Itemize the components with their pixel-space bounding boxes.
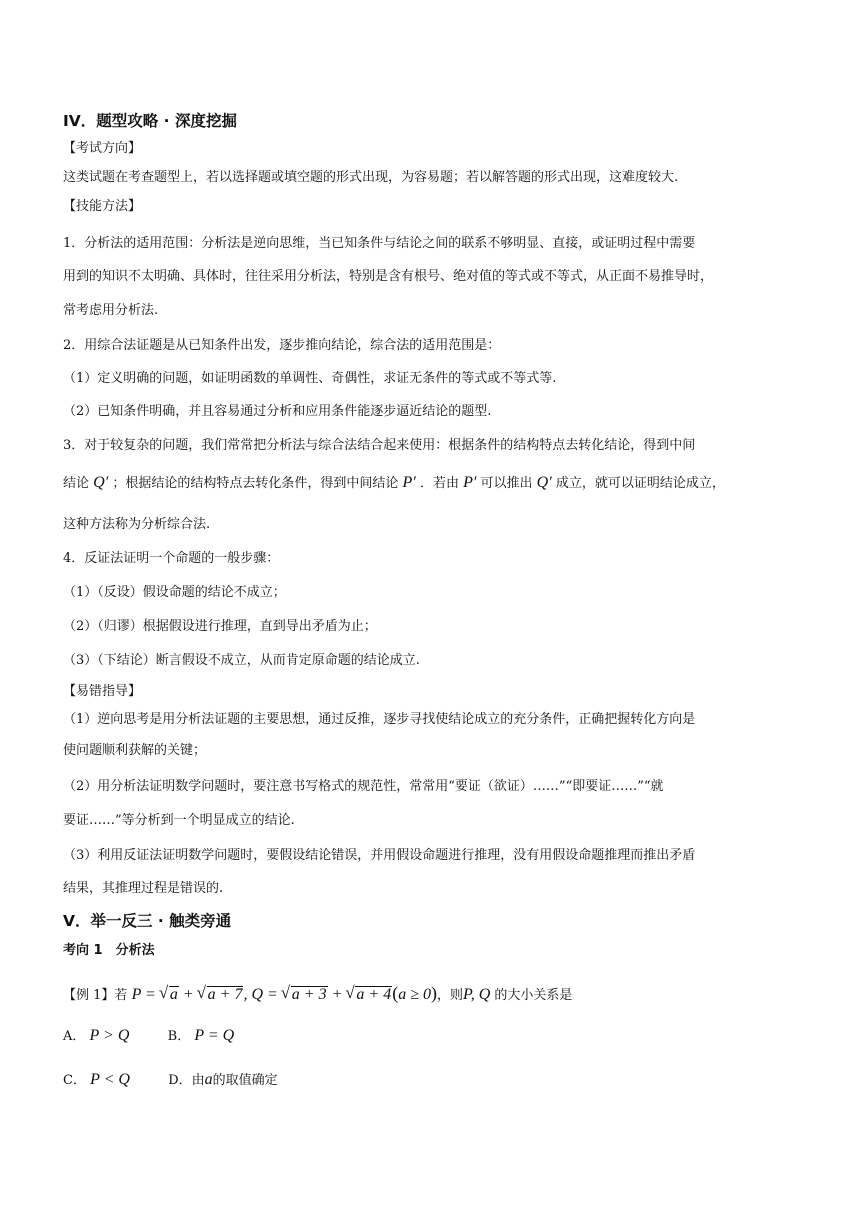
pitfall-2-line-2: 要证……”等分析到一个明显成立的结论. xyxy=(63,813,295,828)
p-prime-symbol: P′ xyxy=(402,474,416,491)
skill-2-item-2: （2）已知条件明确，并且容易通过分析和应用条件能逐步逼近结论的题型. xyxy=(63,404,492,419)
formula-left-paren: ( xyxy=(392,983,399,1003)
q-prime-symbol-2: Q′ xyxy=(536,474,552,491)
skill-4-step-3: （3）（下结论）断言假设不成立，从而肯定原命题的结论成立. xyxy=(63,653,420,668)
skill-1-line-1: 1．分析法的适用范围：分析法是逆向思维，当已知条件与结论之间的联系不够明显、直接，或证明过程中需要 xyxy=(63,236,696,251)
pitfall-2-line-1: （2）用分析法证明数学问题时，要注意书写格式的规范性，常常用“要证（欲证）……”“即要证……”“就 xyxy=(63,779,664,794)
formula-condition: a ≥ 0 xyxy=(398,986,431,1003)
sqrt-a-plus-3 xyxy=(282,986,328,1004)
formula-plus-1: + xyxy=(178,986,198,1003)
options-row-1 xyxy=(63,1027,234,1046)
skills-label: 【技能方法】 xyxy=(63,199,142,214)
sqrt-a xyxy=(160,986,179,1004)
skill-3-line-1: 3．对于较复杂的问题，我们常常把分析法与综合法结合起来使用：根据条件的结构特点去转化结论，得到中间 xyxy=(63,438,696,453)
pitfall-label: 【易错指导】 xyxy=(63,684,142,699)
options-row-2 xyxy=(63,1071,278,1090)
skill-4-line-1: 4．反证法证明一个命题的一般步骤： xyxy=(63,551,280,566)
section-4-title: IV．题型攻略 · 深度挖掘 xyxy=(63,112,237,130)
example-if: 若 xyxy=(114,988,128,1003)
option-b-math: P = Q xyxy=(194,1027,235,1044)
formula-plus-2: + xyxy=(327,986,347,1003)
sqrt-a-plus-4 xyxy=(346,986,392,1004)
option-d-label: D．由 xyxy=(168,1073,205,1088)
section-5-title: V．举一反三 · 触类旁通 xyxy=(63,912,232,930)
skill-3-text-c: ．若由 xyxy=(419,476,459,491)
pitfall-1-line-2: 使问题顺利获解的关键； xyxy=(63,743,207,758)
pitfall-3-line-2: 结果，其推理过程是错误的. xyxy=(63,881,224,896)
sqrt-a3-radicand: a + 3 xyxy=(291,986,327,1003)
option-a-math: P > Q xyxy=(89,1027,130,1044)
example-label: 【例 1】 xyxy=(63,988,115,1003)
example-1 xyxy=(63,984,572,1005)
pitfall-3-line-1: （3）利用反证法证明数学问题时，要假设结论错误，并用假设命题进行推理，没有用假设命题推理而推出矛盾 xyxy=(63,848,696,863)
skill-3-text-b: ；根据结论的结构特点去转化条件，得到中间结论 xyxy=(112,476,399,491)
sqrt-a7-radicand: a + 7 xyxy=(207,986,243,1003)
option-d-math: a xyxy=(204,1071,213,1088)
formula-right-paren: ) xyxy=(430,983,437,1003)
sqrt-a4-radicand: a + 4 xyxy=(356,986,392,1003)
option-a-label: A． xyxy=(63,1029,86,1044)
skill-3-text-e: 成立，就可以证明结论成立， xyxy=(555,476,725,491)
sqrt-a-plus-7 xyxy=(198,986,244,1004)
formula-p-eq: P = xyxy=(131,986,160,1003)
exam-direction-label: 【考试方向】 xyxy=(63,141,142,156)
sqrt-a-radicand: a xyxy=(169,986,178,1003)
skill-2-item-1: （1）定义明确的问题，如证明函数的单调性、奇偶性，求证无条件的等式或不等式等. xyxy=(63,371,557,386)
example-tail: 的大小关系是 xyxy=(494,988,573,1003)
exam-direction-text: 这类试题在考查题型上，若以选择题或填空题的形式出现，为容易题；若以解答题的形式出现，这难度较大. xyxy=(63,170,679,185)
example-pq: P, Q xyxy=(462,986,491,1003)
skill-3-line-2 xyxy=(63,474,725,493)
skill-1-line-2: 用到的知识不太明确、具体时，往往采用分析法，特别是含有根号、绝对值的等式或不等式，从正面不易推导时， xyxy=(63,269,714,284)
skill-2-line-1: 2．用综合法证题是从已知条件出发，逐步推向结论，综合法的适用范围是： xyxy=(63,338,501,353)
example-then: ，则 xyxy=(436,988,463,1003)
skill-1-line-3: 常考虑用分析法. xyxy=(63,303,159,318)
formula-q-eq: , Q = xyxy=(243,986,282,1003)
skill-4-step-1: （1）（反设）假设命题的结论不成立； xyxy=(63,585,286,600)
skill-3-text-d: 可以推出 xyxy=(480,476,533,491)
pitfall-1-line-1: （1）逆向思考是用分析法证题的主要思想，通过反推，逐步寻找使结论成立的充分条件，正确把握转化方向是 xyxy=(63,712,696,727)
option-d-tail: 的取值确定 xyxy=(212,1073,278,1088)
option-c-label: C． xyxy=(63,1073,86,1088)
skill-3-line-3: 这种方法称为分析综合法. xyxy=(63,517,211,532)
skill-3-text-a: 结论 xyxy=(63,476,90,491)
example-formula xyxy=(131,983,437,1003)
option-c-math: P < Q xyxy=(90,1071,130,1088)
skill-4-step-2: （2）（归谬）根据假设进行推理，直到导出矛盾为止； xyxy=(63,619,377,634)
section-5-subtitle: 考向 1 分析法 xyxy=(63,943,155,958)
q-prime-symbol: Q′ xyxy=(93,474,109,491)
option-b-label: B． xyxy=(167,1029,191,1044)
p-prime-symbol-2: P′ xyxy=(463,474,477,491)
